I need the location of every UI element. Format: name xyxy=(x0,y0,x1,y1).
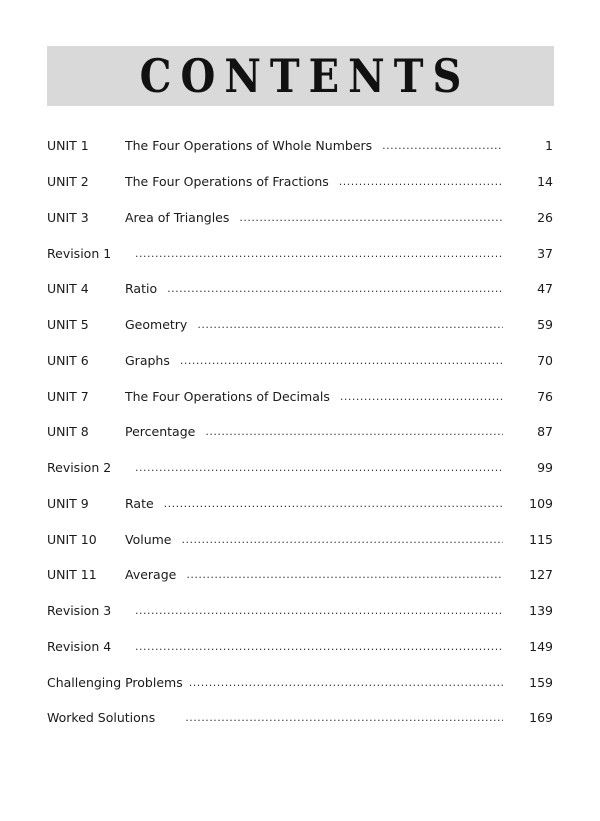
toc-entry-page: 169 xyxy=(529,710,553,726)
toc-entry-title: Percentage xyxy=(125,424,196,440)
toc-entry-page: 37 xyxy=(537,245,553,261)
dot-leader xyxy=(235,211,503,224)
toc-entry-label: Revision 2 xyxy=(47,460,112,476)
dot-leader xyxy=(131,604,503,617)
dot-leader xyxy=(178,533,504,546)
toc-entry-title: The Four Operations of Fractions xyxy=(125,174,329,190)
dot-leader xyxy=(176,354,503,367)
toc-entry-label: UNIT 6 xyxy=(47,352,89,368)
toc-entry-page: 47 xyxy=(537,281,553,297)
dot-leader xyxy=(335,175,503,188)
toc-entry[interactable] xyxy=(47,450,553,486)
toc-entry-title: Volume xyxy=(125,531,172,547)
toc-entry[interactable] xyxy=(47,486,553,522)
toc-entry-label: UNIT 4 xyxy=(47,281,89,297)
toc-entry[interactable] xyxy=(47,414,553,450)
toc-entry[interactable] xyxy=(47,700,553,736)
toc-entry-page: 87 xyxy=(537,424,553,440)
toc-entry-page: 1 xyxy=(545,138,553,154)
toc-entry[interactable] xyxy=(47,271,553,307)
toc-entry-title: Average xyxy=(125,567,177,583)
toc-entry-label: UNIT 2 xyxy=(47,174,89,190)
toc-entry-label: UNIT 11 xyxy=(47,567,97,583)
toc-entry-label: Revision 4 xyxy=(47,638,112,654)
toc-entry-label: UNIT 10 xyxy=(47,531,97,547)
toc-entry-label: Revision 3 xyxy=(47,603,112,619)
toc-entry[interactable] xyxy=(47,664,553,700)
toc-entry[interactable] xyxy=(47,557,553,593)
dot-leader xyxy=(131,461,503,474)
toc-entry-title: Area of Triangles xyxy=(125,209,230,225)
dot-leader xyxy=(131,247,503,260)
dot-leader xyxy=(201,425,503,438)
toc-entry-page: 109 xyxy=(529,495,553,511)
dot-leader xyxy=(193,318,503,331)
toc-entry-label: Challenging Problems xyxy=(47,674,183,690)
page-title: CONTENTS xyxy=(139,48,471,104)
dot-leader xyxy=(185,676,503,689)
toc-entry-label: UNIT 7 xyxy=(47,388,89,404)
toc-entry[interactable] xyxy=(47,307,553,343)
dot-leader xyxy=(378,139,503,152)
toc-entry-page: 115 xyxy=(529,531,553,547)
dot-leader xyxy=(336,390,503,403)
toc-entry[interactable] xyxy=(47,593,553,629)
toc-entry-page: 26 xyxy=(537,209,553,225)
toc-entry-label: UNIT 3 xyxy=(47,209,89,225)
toc-entry-title: Graphs xyxy=(125,352,170,368)
contents-banner xyxy=(47,46,554,106)
toc-entry-title: Ratio xyxy=(125,281,158,297)
toc-entry-page: 127 xyxy=(529,567,553,583)
toc-entry[interactable] xyxy=(47,343,553,379)
toc-entry-page: 149 xyxy=(529,638,553,654)
toc-entry-label: UNIT 5 xyxy=(47,317,89,333)
toc-entry[interactable] xyxy=(47,235,553,271)
dot-leader xyxy=(182,568,503,581)
toc-entry-title: Rate xyxy=(125,495,154,511)
toc-entry[interactable] xyxy=(47,378,553,414)
toc-entry-page: 139 xyxy=(529,603,553,619)
dot-leader xyxy=(163,282,503,295)
toc-entry-title: Geometry xyxy=(125,317,188,333)
toc-entry[interactable] xyxy=(47,521,553,557)
toc-entry-page: 59 xyxy=(537,317,553,333)
toc-entry[interactable] xyxy=(47,200,553,236)
toc-entry-label: UNIT 8 xyxy=(47,424,89,440)
toc-entry-label: Revision 1 xyxy=(47,245,112,261)
toc-entry-title: The Four Operations of Decimals xyxy=(125,388,330,404)
toc-entry[interactable] xyxy=(47,629,553,665)
dot-leader xyxy=(181,711,503,724)
toc-entry-label: Worked Solutions xyxy=(47,710,156,726)
toc-entry-title: The Four Operations of Whole Numbers xyxy=(125,138,373,154)
toc-entry-label: UNIT 1 xyxy=(47,138,89,154)
toc-entry-page: 76 xyxy=(537,388,553,404)
toc-entry-page: 159 xyxy=(529,674,553,690)
dot-leader xyxy=(160,497,503,510)
table-of-contents xyxy=(47,128,553,736)
dot-leader xyxy=(131,640,503,653)
toc-entry-page: 14 xyxy=(537,174,553,190)
toc-entry-page: 99 xyxy=(537,460,553,476)
toc-entry[interactable] xyxy=(47,128,553,164)
toc-entry[interactable] xyxy=(47,164,553,200)
toc-entry-page: 70 xyxy=(537,352,553,368)
toc-entry-label: UNIT 9 xyxy=(47,495,89,511)
